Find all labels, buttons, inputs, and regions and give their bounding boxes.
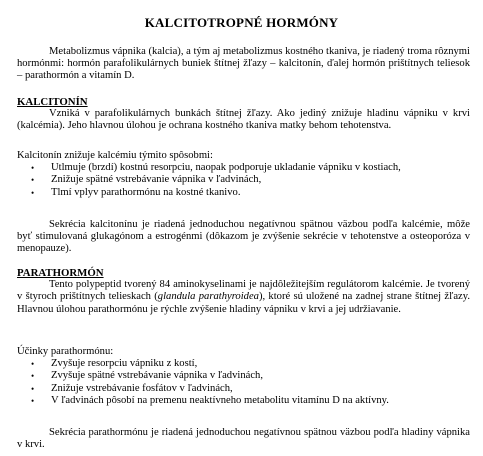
parathormon-heading: PARATHORMÓN xyxy=(17,267,104,279)
list-item: • Znižuje spätné vstrebávanie vápnika v ľadvinách, xyxy=(31,174,262,186)
parathormon-effects xyxy=(17,346,470,407)
bullet-icon: • xyxy=(31,175,35,186)
parathormon-secretion-block xyxy=(17,427,470,451)
kalcitonin-secretion: Sekrécia kalcitonínu je riadená jednoduchou negatívnou spätnou väzbou podľa kalcémie, môže byť stimulovaná glukagónom a estrogénmi (dôkazom je zvýšenie sekrécie v tehotenstve a osteoporóza v menopauze). xyxy=(17,219,470,255)
bullet-icon: • xyxy=(31,359,35,370)
latin-term: glandula parathyroidea xyxy=(157,291,259,303)
parathormon-list-intro: Účinky parathormónu: xyxy=(17,346,114,357)
bullet-icon: • xyxy=(31,187,35,198)
kalcitonin-heading: KALCITONÍN xyxy=(17,96,88,108)
bullet-icon: • xyxy=(31,163,35,174)
intro-block xyxy=(17,46,470,83)
parathormon-list xyxy=(17,358,470,407)
list-item: • Zvyšuje spätné vstrebávanie vápnika v ľadvinách, xyxy=(31,370,263,382)
list-item: • Zvyšuje resorpciu vápniku z kostí, xyxy=(31,358,198,370)
kalcitonin-list xyxy=(17,162,470,199)
list-item: • Tlmí vplyv parathormónu na kostné tkanivo. xyxy=(31,186,241,198)
parathormon-paragraph: Tento polypeptid tvorený 84 aminokyselinami je najdôležitejším regulátorom kalcémie. Je tvorený v štyroch prištítnych telieskach (glandula parathyroidea), ktoré sú uložené na zadnej strane štítnej žľazy. Hlavnou úlohou parathormónu je rýchle zvýšenie hladiny vápniku v krvi a jej udržiavanie. xyxy=(17,279,470,315)
bullet-icon: • xyxy=(31,395,35,406)
list-item: • V ľadvinách pôsobí na premenu neaktívneho metabolitu vitamínu D na aktívny. xyxy=(31,394,389,406)
list-item: • Znižuje vstrebávanie fosfátov v ľadvinách, xyxy=(31,382,233,394)
parathormon-section xyxy=(17,267,470,316)
list-item: • Utlmuje (brzdí) kostnú resorpciu, naopak podporuje ukladanie vápniku v kostiach, xyxy=(31,162,401,174)
kalcitonin-paragraph: Vzniká v parafolikulárnych bunkách štítnej žľazy. Ako jediný znižuje hladinu vápniku v krvi (kalcémia). Jeho hlavnou úlohou je ochrana kostného tkaniva matky behom tehotenstva. xyxy=(17,108,470,132)
kalcitonin-list-intro: Kalcitonín znižuje kalcémiu týmito spôsobmi: xyxy=(17,150,213,161)
bullet-icon: • xyxy=(31,371,35,382)
kalcitonin-section xyxy=(17,96,470,133)
document-title: KALCITOTROPNÉ HORMÓNY xyxy=(144,15,339,30)
kalcitonin-effects xyxy=(17,150,470,199)
bullet-icon: • xyxy=(31,383,35,394)
kalcitonin-secretion-block xyxy=(17,219,470,256)
parathormon-secretion: Sekrécia parathormónu je riadená jednoduchou negatívnou spätnou väzbou podľa hladiny vápnika v krvi. xyxy=(17,427,470,451)
intro-paragraph: Metabolizmus vápnika (kalcia), a tým aj metabolizmus kostného tkaniva, je riadený troma rôznymi hormónmi: hormón parafolikulárnych buniek štítnej žľazy – kalcitonín, ďalej hormón prištítnych teliesok – parathormón a vitamín D. xyxy=(17,46,470,82)
